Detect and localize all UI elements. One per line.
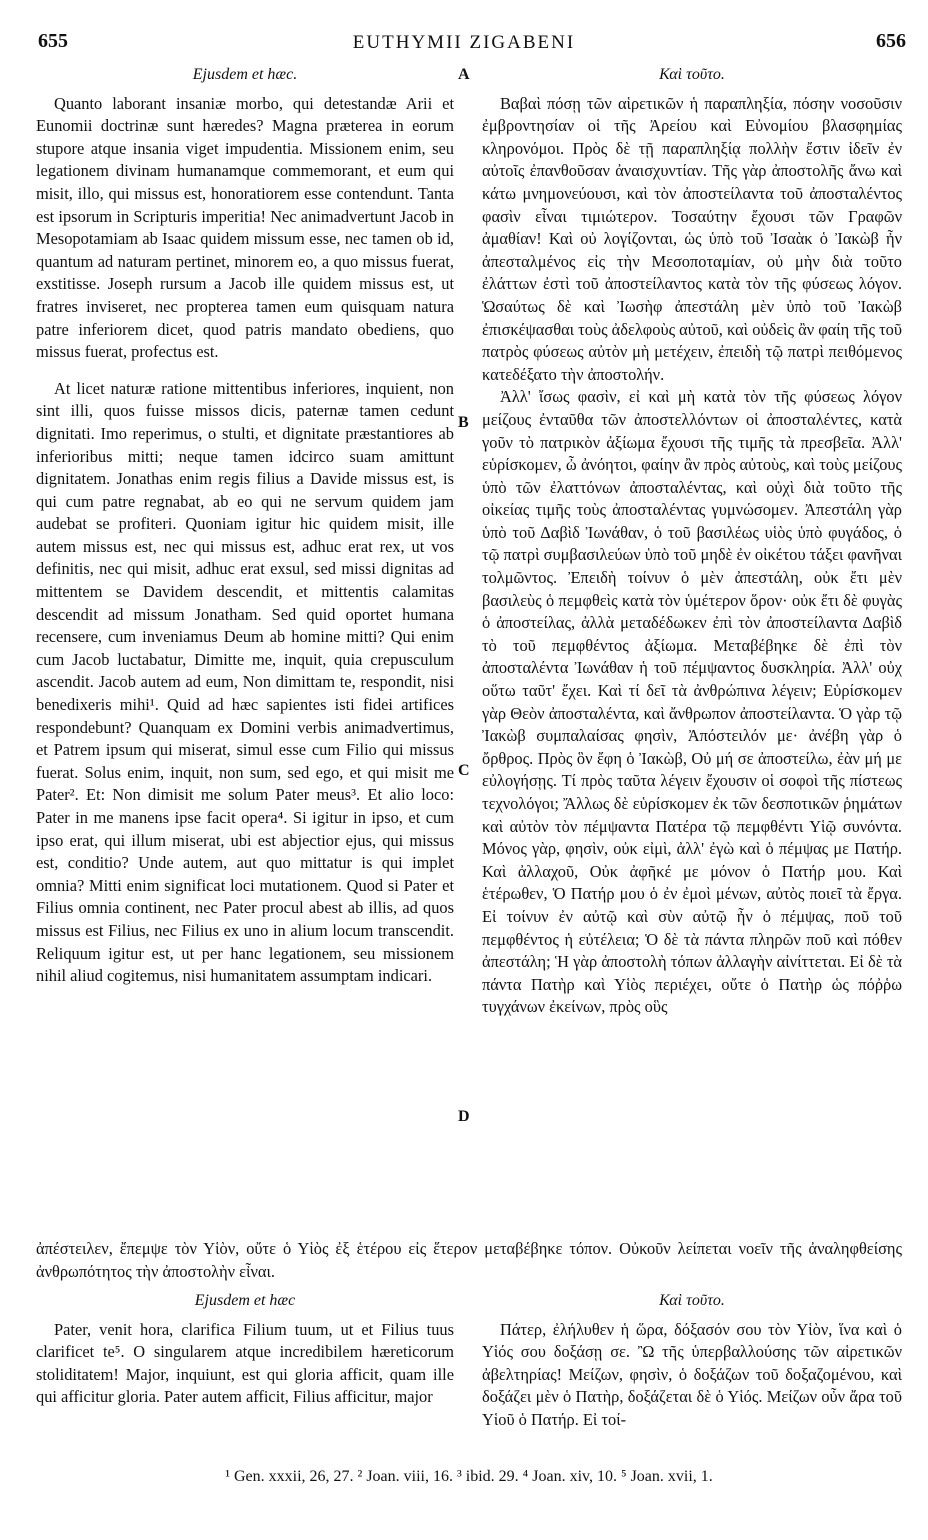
latin-paragraph-3: Pater, venit hora, clarifica Filium tuum, ut et Filius tuus clarificet te⁵. O singularem atque incredibilem hæreticorum stoliditatem! Major, inquiunt, est qui gloria afficit, quam ille qui afficitur gloria. Pater autem afficit, Filius afficitur, major [36, 1319, 454, 1407]
greek-paragraph-1: Βαβαὶ πόσῃ τῶν αἱρετικῶν ἡ παραπληξία, πόσην νοσοῦσιν ἐμβροντησίαν οἱ τῆς Ἀρείου καὶ Εὐνομίου βλασφημίας κληρονόμοι. Πρὸς δὲ τῇ παραπληξίᾳ πολλὴν ἔστιν ἰδεῖν ἐν αὐτοῖς ἐπανθοῦσαν ἀναισχυντίαν. Τῆς γὰρ ἀποστολῆς ἄνω καὶ κάτω μνημονεύουσι, καὶ τὸν ἀποστείλαντα τοῦ ἀποσταλέντος φασὶν εἶναι τιμιώτερον. Τοσαύτην ἔχουσι τῶν Γραφῶν ἀμαθίαν! Καὶ οὐ λογίζονται, ὡς ὑπὸ τοῦ Ἰσαὰκ ὁ Ἰακὼβ ἦν ἀπεσταλμένος εἰς τὴν Μεσοποταμίαν, οὐ μὴν διὰ τοῦτο ἐλάττων ἐστὶ τοῦ ἀποστείλαντος κατὰ τὸν τῆς φύσεως λόγον. Ὡσαύτως δὲ καὶ Ἰωσὴφ ἀπεστάλη μὲν ὑπὸ τοῦ Ἰακὼβ ἐπισκέψασθαι τοὺς ἀδελφοὺς αὐτοῦ, καὶ οὐδεὶς ἂν φαίη τῆς τοῦ πατρὸς φύσεως αὐτὸν μὴ μετέχειν, ἐπειδὴ τῷ πατρὶ πειθόμενος κατεδέξατο τὴν ἀποστολήν. [482, 93, 902, 384]
margin-letter-b: B [458, 414, 469, 431]
latin-column [36, 64, 454, 988]
greek-section-title-2: Καὶ τοῦτο. [659, 1292, 725, 1309]
page-number-left: 655 [38, 30, 68, 52]
greek-column-lower [482, 1290, 902, 1432]
spanning-greek-text: ἀπέστειλεν, ἔπεμψε τὸν Υἱὸν, οὔτε ὁ Υἱὸς ἐξ ἑτέρου εἰς ἕτερον μεταβέβηκε τόπον. Οὐκοῦν λείπεται νοεῖν τῆς ἀναληφθείσης ἀνθρωπότητος τὴν ἀποστολὴν εἶναι. [36, 1239, 902, 1281]
page-header [0, 30, 928, 60]
greek-section-title: Καὶ τοῦτο. [659, 66, 725, 83]
running-title: EUTHYMII ZIGABENI [352, 32, 576, 53]
margin-letter-c: C [458, 762, 470, 779]
latin-paragraph-1: Quanto laborant insaniæ morbo, qui detestandæ Arii et Eunomii doctrinæ sunt hæredes? Magna præterea in eorum stupore atque insania viget impudentia. Missionem enim, seu legationem divinam humanamque commemorant, et eum qui misit, illo, qui missus est, honoratiorem esse contendunt. Tanta est ipsorum in Scripturis imperitia! Nec animadvertunt Jacob in Mesopotamiam ab Isaac quidem missum esse, nec tamen ob id, quantum ad naturam pertinet, minorem eo, a quo missus fuerat, exstitisse. Joseph rursum a Jacob ille quidem missus est, ut fratres inviseret, nec propterea tamen eum quisquam natura patre inferiorem dicet, quod patris mandato obediens, quo missus fuerat, profectus est. [36, 93, 454, 362]
margin-letter-a: A [458, 66, 470, 83]
latin-section-title: Ejusdem et hæc. [192, 66, 298, 83]
greek-paragraph-2: Ἀλλ' ἴσως φασὶν, εἰ καὶ μὴ κατὰ τὸν τῆς φύσεως λόγον μείζους ἐνταῦθα τῶν ἀποστελλόντων οἱ ἀποσταλέντες, κατὰ γοῦν τὸ πατρικὸν ἀξίωμα ἔχουσι τῆς τιμῆς τὰ πρεσβεῖα. Ἀλλ' εὑρίσκομεν, ὦ ἀνόητοι, φαίην ἂν πρὸς αὐτοὺς, καὶ τοὺς μείζους ὑπὸ τῶν ἐλαττόνων ἀποσταλέντας, καὶ οὐχὶ διὰ τοῦτο τῆς οἰκείας τιμῆς τοὺς ἀποσταλέντας γυμνώσομεν. Ἀπεστάλη γὰρ ὑπὸ τοῦ Δαβὶδ Ἰωνάθαν, ὁ τοῦ βασιλέως υἱὸς ὑπὸ φυγάδος, ὁ τῷ πατρὶ συμβασιλεύων ὑπὸ τοῦ μηδὲ ἐν οἰκέτου τάξει φανῆναι τολμῶντος. Ἐπειδὴ τοίνυν ὁ μὲν ἀπεστάλη, οὐκ ἔτι μὲν βασιλεὺς ὁ πεμφθεὶς κατὰ τὸν ὑμέτερον ὅρον· οὐκ ἔτι δὲ φυγὰς ὁ ἀποστείλας, ἀλλὰ μεταδέδωκεν ἐπὶ τὸν ἀποστείλαντα Δαβὶδ τὸ τοῦ πεμφθέντος ἀξίωμα. Μεταβέβηκε δὲ ἐπὶ τὸν ἀποσταλέντα Ἰωνάθαν ἡ τοῦ πέμψαντος δυσκληρία. Ἀλλ' οὐχ οὕτω ταῦτ' ἔχει. Καὶ τί δεῖ τὰ ἀνθρώπινα λέγειν; Εὑρίσκομεν γὰρ Θεὸν ἀποσταλέντα, καὶ ἄνθρωπον ἀποστείλαντα. Ὁ γὰρ τῷ Ἰακὼβ συμπαλαίσας φησὶν, Ἀπόστειλόν με· ἀνέβη γὰρ ὁ ὄρθρος. Πρὸς ὃν ἔφη ὁ Ἰακὼβ, Οὐ μή σε ἀποστείλω, ἐὰν μή με εὐλογήσῃς. Τί πρὸς ταῦτα λέγειν ἔχουσιν οἱ σοφοὶ τῆς πίστεως τεχνολόγοι; Ἄλλως δὲ εὑρίσκομεν ἐκ τῶν δεσποτικῶν ῥημάτων καὶ αὐτὸν τὸν πέμψαντα Πατέρα τῷ πεμφθέντι Υἱῷ συνόντα. Μόνος γὰρ, φησὶν, οὐκ εἰμὶ, ἀλλ' ἐγὼ καὶ ὁ πέμψας με Πατήρ. Καὶ ἀλλαχοῦ, Οὐκ ἀφῆκέ με μόνον ὁ Πατήρ μου. Καὶ ἑτέρωθεν, Ὁ Πατήρ μου ὁ ἐν ἐμοὶ μένων, αὐτὸς ποιεῖ τὰ ἔργα. Εἰ τοίνυν ἐν αὐτῷ καὶ σὺν αὐτῷ ἦν ὁ πέμψας, ποῦ τοῦ πεμφθέντος ἡ εὐτέλεια; Ὁ δὲ τὰ πάντα πληρῶν ποῦ καὶ πόθεν ἀπεστάλη; Ἡ γὰρ ἀποστολὴ τόπων ἀλλαγὴν αἰνίττεται. Εἰ δὲ τὰ πάντα Πατὴρ καὶ Υἱὸς περιέχει, οὔτε ὁ Πατὴρ ὡς πόῤῥω τυγχάνων ἐκείνων, πρὸς οὓς [482, 387, 902, 1017]
footnotes: ¹ Gen. xxxii, 26, 27. ² Joan. viii, 16. ³ ibid. 29. ⁴ Joan. xiv, 10. ⁵ Joan. xvii, 1. [225, 1468, 713, 1485]
page-number-right: 656 [876, 30, 906, 52]
latin-paragraph-2: At licet naturæ ratione mittentibus inferiores, inquient, non sint illi, quos fuisse missos dicis, paternæ tamen cedunt dignitati. Imo reperimus, o stulti, et dignitate præstantiores ab inferioribus mitti; neque tamen idcirco suam amittunt dignitatem. Jonathas enim regis filius a Davide missus est, is qui cum patre regnabat, ab eo qui ne servum quidem jam audebat se profiteri. Quoniam igitur hic quidem misit, ille autem missus est, nec qui missus est, adhuc erat rex, ut vos definitis, nec qui misit, adhuc erat exsul, sed missi dignitas ad mittentem se Davidem descendit, et mittentis calamitas descendit ad missum Jonatham. Sed quid oportet humana recensere, cum inveniamus Deum ab homine mitti? Qui enim cum Jacob luctabatur, Dimitte me, inquit, quia crepusculum ascendit. Jacob autem ad eum, Non dimittam te, respondit, nisi benedixeris mihi¹. Quid ad hæc sapientes isti fidei artifices respondebunt? Quanquam ex Domini verbis animadvertimus, et Patrem ipsum qui miserat, simul esse cum Filio qui missus fuerat. Solus enim, inquit, non sum, sed ego, et qui misit me Pater². Et: Non dimisit me solum Pater meus³. Et alio loco: Pater in me manens ipse facit opera⁴. Si igitur in ipso, et cum ipso erat, qui illum miserat, ubi est abjectior ejus, qui missus est, conditio? Unde autem, aut quo mittatur is qui implet omnia? Mitti enim significat loci mutationem. Quod si Pater et Filius omnia continent, nec Pater procul abest ab illis, ad quos missus est Filius, nec Filius ex uno in alium locum transcendit. Reliquum igitur est, ut per hanc legationem, seu missionem nihil aliud cogitemus, nisi humanitatem assumptam indicari. [36, 378, 454, 986]
latin-section-title-2: Ejusdem et hæc [194, 1292, 296, 1309]
greek-paragraph-3: Πάτερ, ἐλήλυθεν ἡ ὥρα, δόξασόν σου τὸν Υἱὸν, ἵνα καὶ ὁ Υἱός σου δοξάσῃ σε. Ὢ τῆς ὑπερβαλλούσης τῶν αἱρετικῶν ἀβελτηρίας! Μείζων, φησὶν, ὁ δοξάζων τοῦ δοξαζομένου, καὶ δοξάζει μὲν ὁ Πατὴρ, δοξάζεται δὲ ὁ Υἱός. Μείζων οὖν ἄρα τοῦ Υἱοῦ ὁ Πατήρ. Εἰ τοί- [482, 1319, 902, 1429]
latin-column-lower [36, 1290, 454, 1409]
greek-column [482, 64, 902, 1019]
margin-letter-d: D [458, 1108, 470, 1125]
